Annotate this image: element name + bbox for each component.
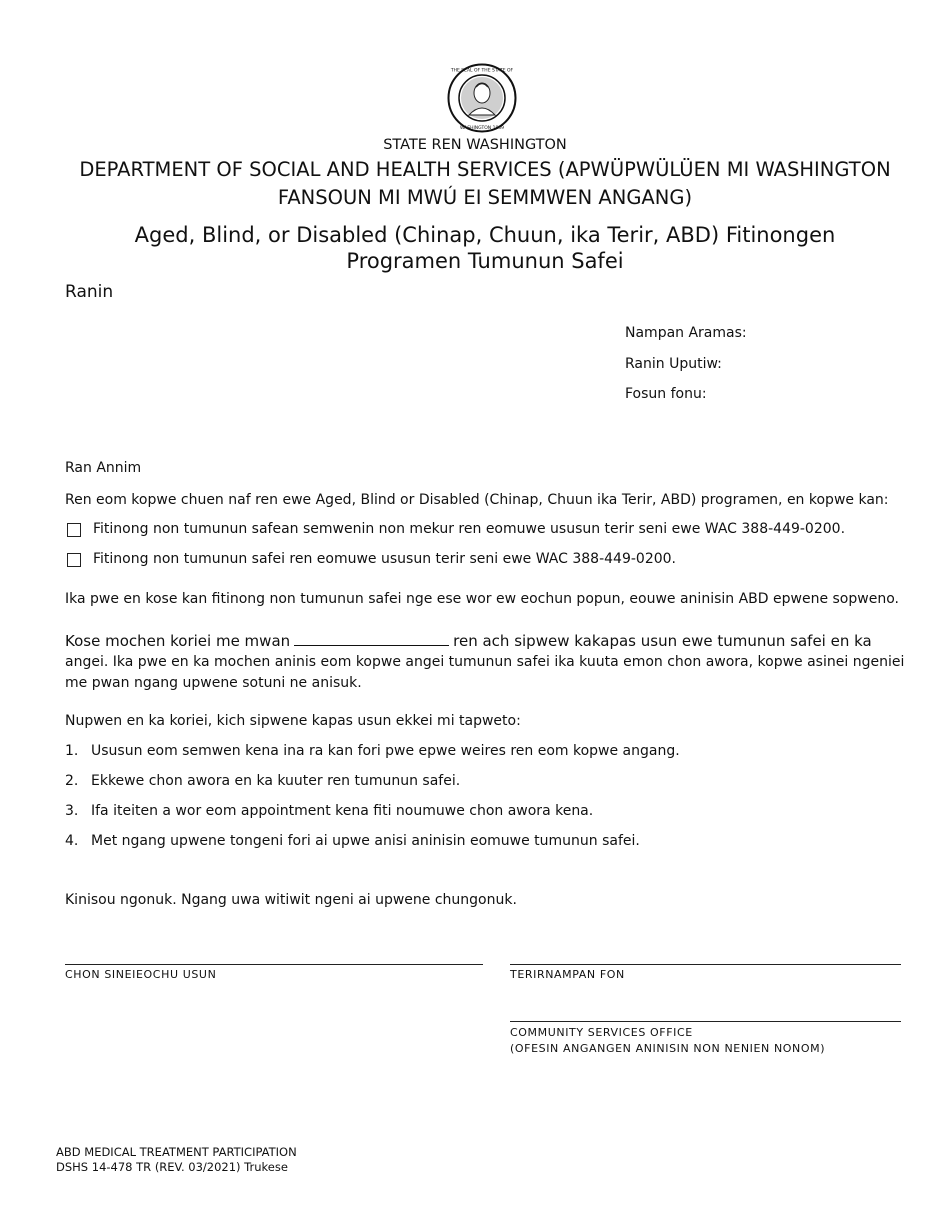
deadline-line-2: angei. Ika pwe en ka mochen aninis eom kopwe angei tumunun safei ika kuuta emon chon awora, kopwe asinei ngeniei <box>65 654 905 670</box>
office-line[interactable] <box>510 1021 901 1022</box>
checkbox-option-1[interactable] <box>67 523 81 537</box>
due-date-label: Ranin Uputiw: <box>625 356 722 372</box>
svg-text:WASHINGTON 1889: WASHINGTON 1889 <box>459 126 505 131</box>
deadline-text-before: Kose mochen koriei me mwan <box>65 632 291 650</box>
recipient-name-label: Nampan Aramas: <box>625 325 747 341</box>
department-line-2: FANSOUN MI MWÚ EI SEMMWEN ANGANG) <box>277 186 693 209</box>
checkbox-option-2-label: Fitinong non tumunun safei ren eomuwe ususun terir seni ewe WAC 388-449-0200. <box>93 551 676 567</box>
deadline-line-1 <box>65 630 905 652</box>
phone-line[interactable] <box>510 964 901 965</box>
department-name <box>60 156 910 212</box>
department-line-1: DEPARTMENT OF SOCIAL AND HEALTH SERVICES (APWÜPWÜLÜEN MI WASHINGTON <box>79 158 891 181</box>
checkbox-option-2[interactable] <box>67 553 81 567</box>
list-item-number: 4. <box>65 833 79 849</box>
office-sublabel: (OFESIN ANGANGEN ANINISIN NON NENIEN NONOM) <box>510 1042 826 1055</box>
list-item: Ususun eom semwen kena ina ra kan fori pwe epwe weires ren eom kopwe angang. <box>91 743 680 759</box>
deadline-date-blank[interactable] <box>294 631 449 646</box>
intro-paragraph: Ren eom kopwe chuen naf ren ewe Aged, Blind or Disabled (Chinap, Chuun ika Terir, ABD) programen, en kopwe kan: <box>65 492 889 508</box>
form-number: DSHS 14-478 TR (REV. 03/2021) Trukese <box>56 1160 288 1174</box>
date-label: Ranin <box>65 282 114 302</box>
title-line-1: Aged, Blind, or Disabled (Chinap, Chuun, ika Terir, ABD) Fitinongen <box>134 223 836 247</box>
checkbox-option-1-label: Fitinong non tumunun safean semwenin non mekur ren eomuwe ususun terir seni ewe WAC 388-449-0200. <box>93 521 846 537</box>
phone-label: TERIRNAMPAN FON <box>510 968 625 981</box>
list-item-number: 2. <box>65 773 79 789</box>
deadline-paragraph <box>65 630 905 694</box>
title-line-2: Programen Tumunun Safei <box>346 249 624 273</box>
greeting: Ran Annim <box>65 460 142 476</box>
closing-text: Kinisou ngonuk. Ngang uwa witiwit ngeni ai upwene chungonuk. <box>65 892 517 908</box>
list-item: Ekkewe chon awora en ka kuuter ren tumunun safei. <box>91 773 461 789</box>
list-item-number: 3. <box>65 803 79 819</box>
state-seal-graphic <box>447 63 517 133</box>
form-name: ABD MEDICAL TREATMENT PARTICIPATION <box>56 1145 297 1159</box>
warning-paragraph: Ika pwe en kose kan fitinong non tumunun safei nge ese wor ew eochun popun, eouwe aninisin ABD epwene sopweno. <box>65 591 899 607</box>
list-item: Met ngang upwene tongeni fori ai upwe anisi aninisin eomuwe tumunun safei. <box>91 833 640 849</box>
svg-text:THE SEAL OF THE STATE OF: THE SEAL OF THE STATE OF <box>450 68 514 74</box>
list-intro: Nupwen en ka koriei, kich sipwene kapas usun ekkei mi tapweto: <box>65 713 521 729</box>
office-label: COMMUNITY SERVICES OFFICE <box>510 1026 693 1039</box>
form-footer <box>56 1145 297 1175</box>
state-name: STATE REN WASHINGTON <box>383 137 567 153</box>
case-number-label: Fosun fonu: <box>625 386 707 402</box>
state-seal <box>447 63 517 133</box>
worker-label: CHON SINEIEOCHU USUN <box>65 968 217 981</box>
list-item: Ifa iteiten a wor eom appointment kena fiti noumuwe chon awora kena. <box>91 803 594 819</box>
worker-signature-line[interactable] <box>65 964 483 965</box>
deadline-text-after: ren ach sipwew kakapas usun ewe tumunun safei en ka <box>453 632 872 650</box>
document-title <box>60 222 910 274</box>
deadline-line-3: me pwan ngang upwene sotuni ne anisuk. <box>65 675 362 691</box>
list-item-number: 1. <box>65 743 79 759</box>
